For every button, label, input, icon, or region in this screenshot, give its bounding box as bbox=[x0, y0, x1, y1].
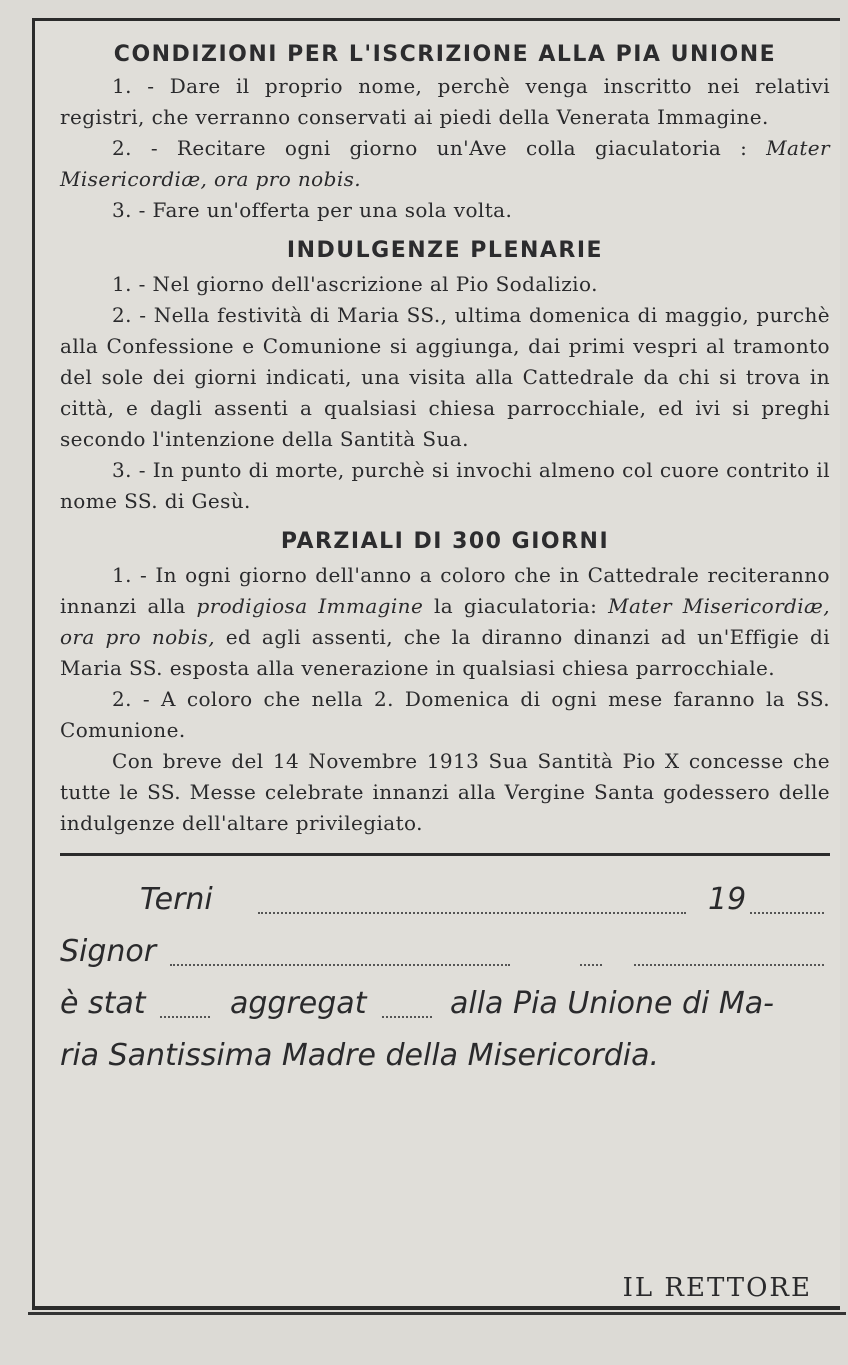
partial-1-prayer: Mater Misericordiæ, ora pro nobis, bbox=[60, 594, 830, 649]
year-field[interactable] bbox=[750, 890, 824, 914]
condition-2-prayer: Mater Misericordiæ, ora pro nobis. bbox=[60, 136, 830, 191]
conditions-title: CONDIZIONI PER L'ISCRIZIONE ALLA PIA UNIONE bbox=[113, 42, 777, 67]
aggregat-suffix-field[interactable] bbox=[382, 994, 432, 1018]
partial-1 bbox=[60, 560, 830, 684]
partial-1-c: la giaculatoria: bbox=[423, 594, 609, 618]
document-content bbox=[60, 42, 830, 1082]
plenary-title: INDULGENZE PLENARIE bbox=[286, 238, 604, 263]
plenary-3: 3. - In punto di morte, purchè si invochi almeno col cuore contrito il nome SS. di Gesù. bbox=[60, 458, 830, 513]
form-line2: ria Santissima Madre della Misericordia. bbox=[60, 1038, 660, 1073]
stat-suffix-field[interactable] bbox=[160, 994, 210, 1018]
form-line1-rest: alla Pia Unione di Ma- bbox=[450, 986, 774, 1021]
name-field-3[interactable] bbox=[634, 942, 824, 966]
name-field[interactable] bbox=[170, 942, 510, 966]
aggregat-label: aggregat bbox=[230, 986, 367, 1021]
condition-1: 1. - Dare il proprio nome, perchè venga inscritto nei relativi registri, che verranno conservati ai piedi della Venerata Immagine. bbox=[60, 74, 830, 129]
partial-2: 2. - A coloro che nella 2. Domenica di ogni mese faranno la SS. Comunione. bbox=[60, 687, 830, 742]
year-prefix: 19 bbox=[708, 882, 747, 917]
name-field-2[interactable] bbox=[580, 942, 602, 966]
partial-1-a: 1. - In ogni giorno dell'anno a coloro che in Cattedrale reciteranno innanzi alla bbox=[60, 563, 830, 618]
document-body bbox=[32, 18, 840, 1310]
enrollment-form bbox=[60, 874, 830, 1082]
rettore-signature: IL RETTORE bbox=[622, 1273, 812, 1303]
place-label: Terni bbox=[140, 882, 213, 917]
condition-2 bbox=[60, 133, 830, 195]
condition-2-text: 2. - Recitare ogni giorno un'Ave colla giaculatoria : bbox=[112, 136, 767, 160]
stat-label: è stat bbox=[60, 986, 146, 1021]
partial-1-image: prodigiosa Immagine bbox=[196, 594, 424, 618]
place-date-row bbox=[60, 874, 830, 926]
plenary-1: 1. - Nel giorno dell'ascrizione al Pio Sodalizio. bbox=[112, 272, 598, 296]
date-field[interactable] bbox=[258, 890, 686, 914]
partial-title: PARZIALI DI 300 GIORNI bbox=[280, 529, 610, 554]
condition-3: 3. - Fare un'offerta per una sola volta. bbox=[112, 198, 513, 222]
partial-1-e: ed agli assenti, che la diranno dinanzi ad un'Effigie di Maria SS. esposta alla venerazione in qualsiasi chiesa parrocchiale. bbox=[60, 625, 830, 680]
signor-label: Signor bbox=[60, 934, 157, 969]
signor-row bbox=[60, 926, 830, 978]
form-line2-row bbox=[60, 1030, 830, 1082]
plenary-2: 2. - Nella festività di Maria SS., ultima domenica di maggio, purchè alla Confessione e Comunione si aggiunga, dai primi vespri al tramonto del sole dei giorni indicati, una visita alla Cattedrale da chi si trova in città, e dagli assenti a qualsiasi chiesa parrocchiale, ed ivi si preghi secondo l'intenzione della Santità Sua. bbox=[60, 303, 830, 451]
bottom-rule bbox=[28, 1312, 846, 1315]
papal-note: Con breve del 14 Novembre 1913 Sua Santità Pio X concesse che tutte le SS. Messe celebrate innanzi alla Vergine Santa godessero delle indulgenze dell'altare privilegiato. bbox=[60, 749, 830, 835]
stat-row bbox=[60, 978, 830, 1030]
form-divider bbox=[60, 853, 830, 856]
